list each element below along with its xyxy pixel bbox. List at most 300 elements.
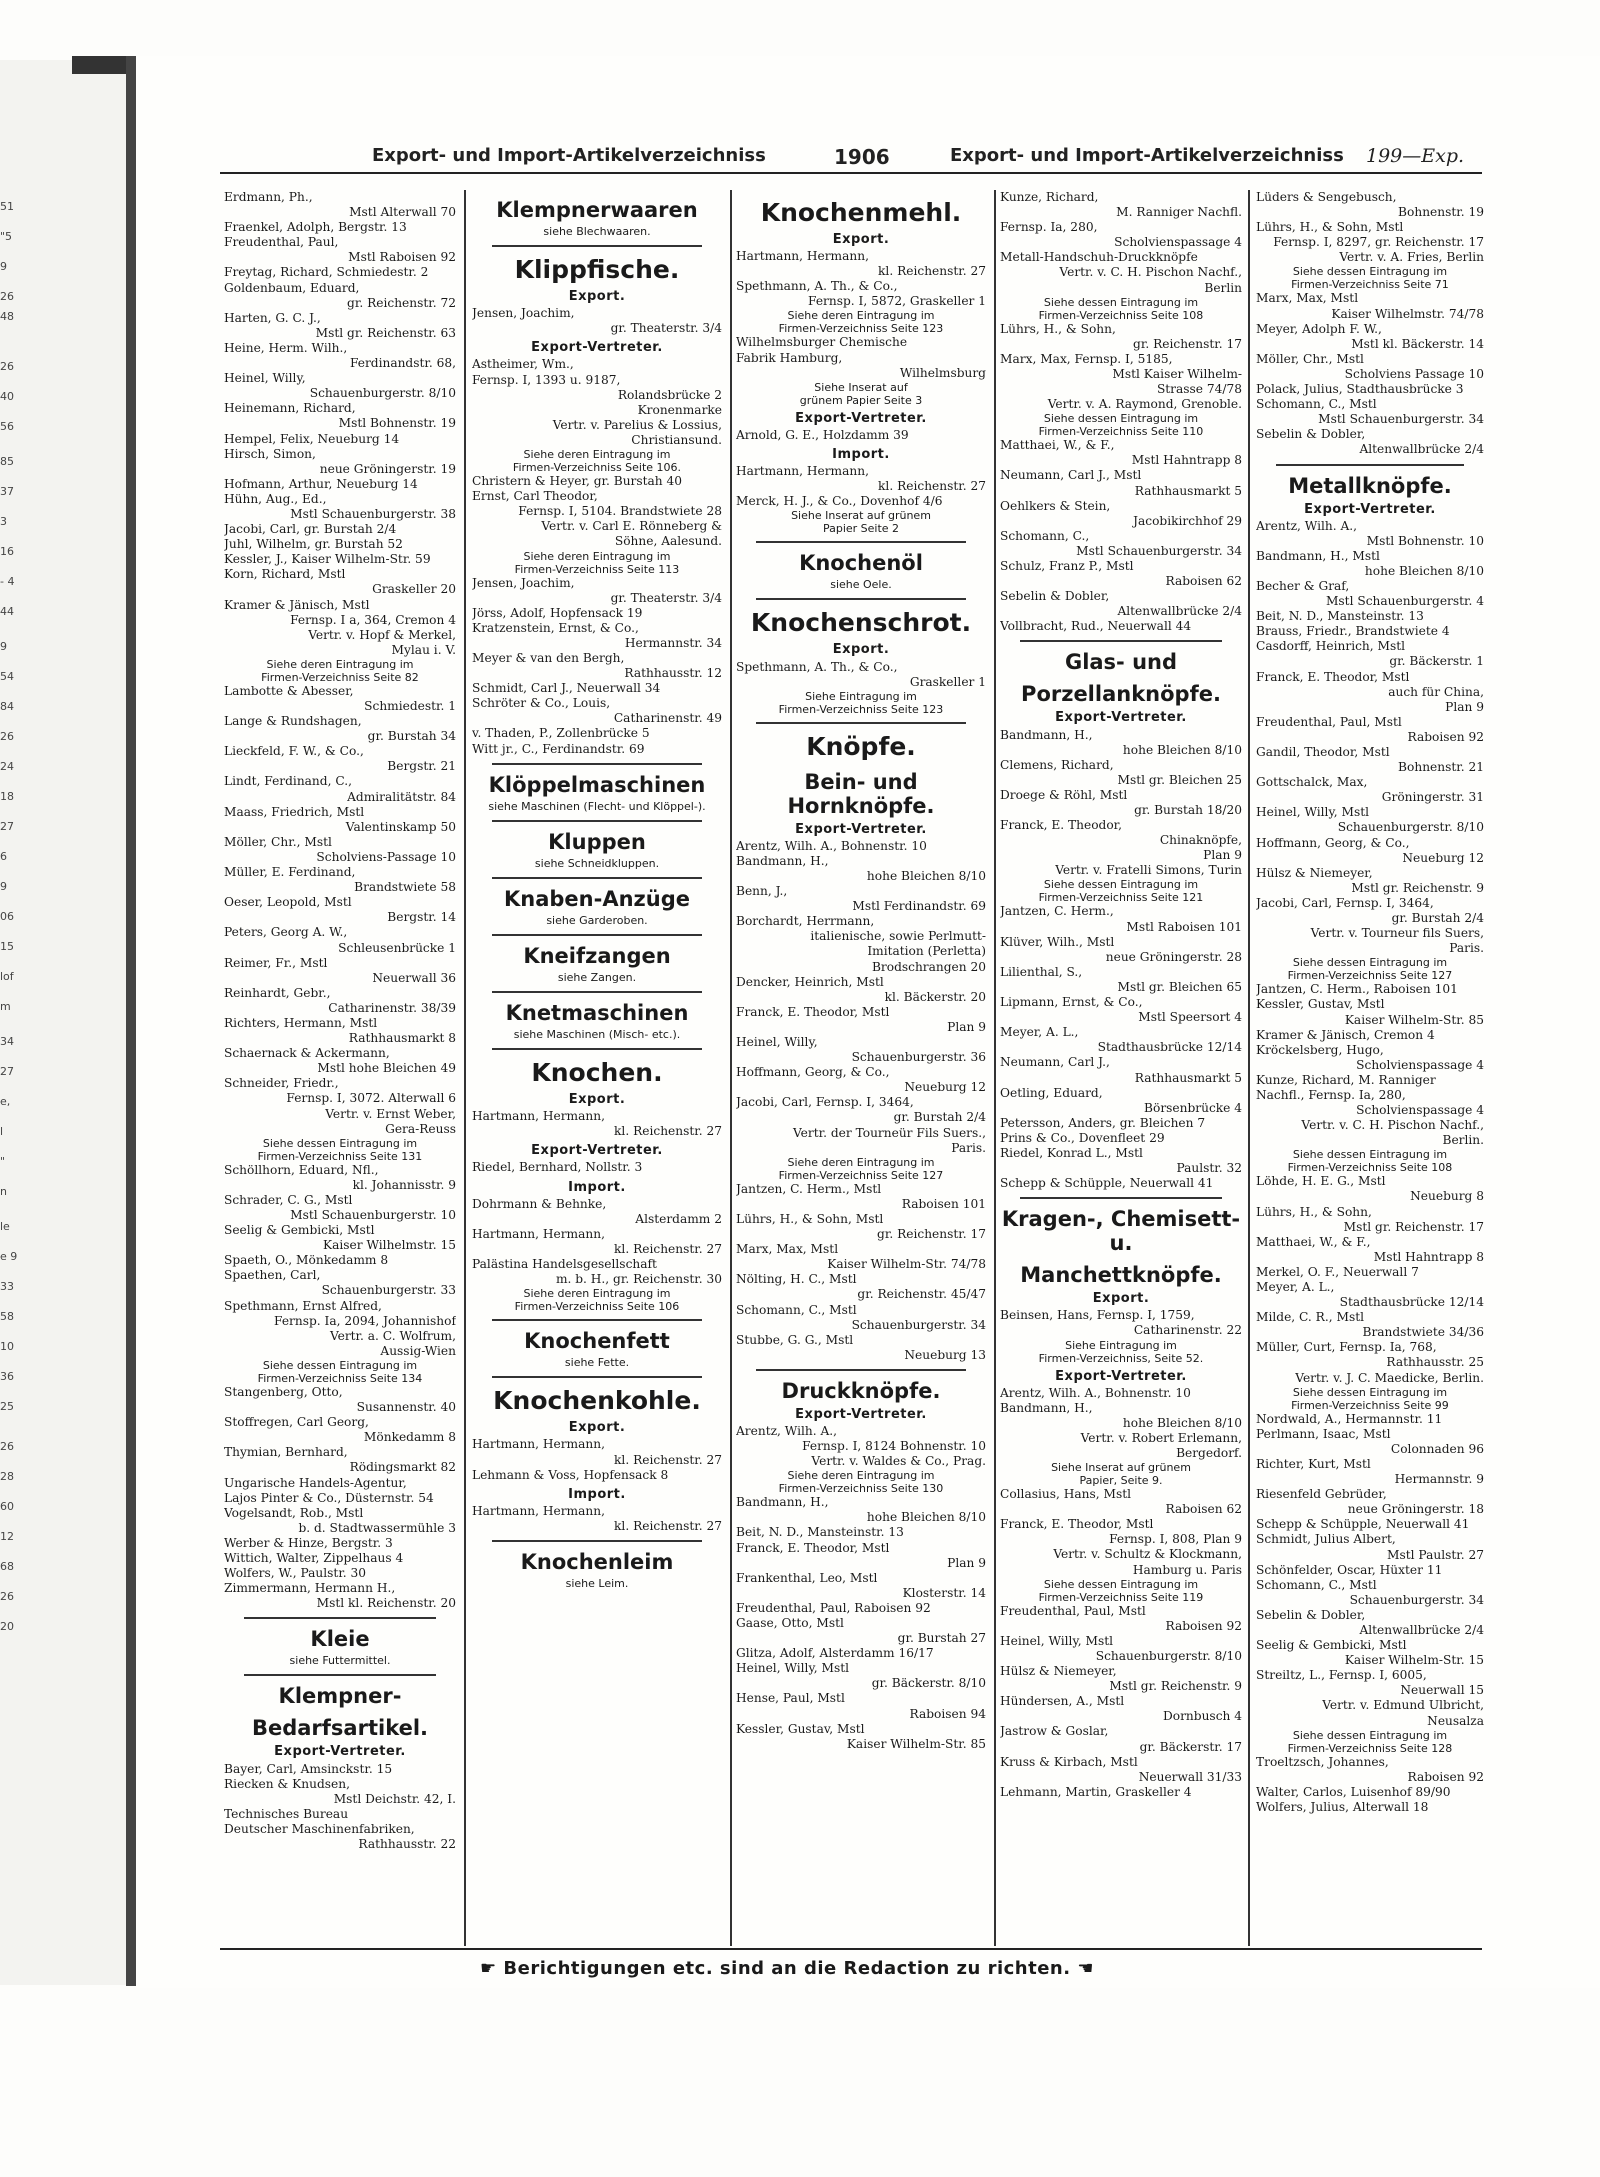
directory-entry: Kramer & Jänisch, Mstl — [224, 597, 370, 612]
running-head-year: 1906 — [834, 145, 890, 169]
directory-entry: italienische, sowie Perlmutt- — [810, 929, 986, 944]
reference-note: Firmen-Verzeichniss, Seite 52. — [1038, 1351, 1204, 1365]
directory-entry: Schomann, C., Mstl — [1256, 1577, 1377, 1592]
directory-entry: hohe Bleichen 8/10 — [1122, 742, 1242, 757]
reference-note: Siehe Eintragung im — [1065, 1338, 1177, 1352]
directory-entry: Benn, J., — [736, 884, 788, 899]
directory-entry: gr. Burstah 2/4 — [1391, 911, 1484, 926]
directory-entry: Vertr. v. Robert Erlemann, — [1080, 1430, 1242, 1445]
directory-entry: gr. Bäckerstr. 8/10 — [871, 1676, 986, 1691]
directory-entry: Lührs, H., & Sohn, — [1256, 1204, 1372, 1219]
directory-entry: Sebelin & Dobler, — [1000, 589, 1110, 604]
reference-note: Siehe Inserat auf — [814, 380, 908, 394]
section-separator — [1020, 1197, 1222, 1199]
directory-entry: Glitza, Adolf, Alsterdamm 16/17 — [736, 1646, 934, 1661]
reference-note: Firmen-Verzeichniss Seite 130 — [778, 1482, 944, 1496]
directory-entry: Lührs, H., & Sohn, Mstl — [736, 1211, 884, 1226]
directory-entry: Neueburg 8 — [1410, 1189, 1484, 1204]
directory-entry: Neumann, Carl J., — [1000, 1055, 1110, 1070]
directory-entry: Plan 9 — [1203, 848, 1242, 863]
directory-entry: Franck, E. Theodor, Mstl — [736, 1004, 890, 1019]
directory-entry: Lührs, H., & Sohn, — [1000, 321, 1116, 336]
see-also-note: siehe Futtermittel. — [289, 1654, 391, 1668]
previous-page-fragment: 37 — [0, 485, 14, 498]
directory-entry: Metall-Handschuh-Druckknöpfe — [1000, 250, 1198, 265]
directory-entry: hohe Bleichen 8/10 — [1364, 563, 1484, 578]
directory-entry: Dohrmann & Behnke, — [472, 1196, 607, 1211]
directory-entry: Meyer, Adolph F. W., — [1256, 321, 1382, 336]
directory-entry: Heinel, Willy, — [736, 1035, 818, 1049]
directory-entry: Lange & Rundshagen, — [224, 714, 362, 729]
previous-page-fragment: 26 — [0, 360, 14, 373]
column-rule — [1248, 190, 1250, 1946]
directory-entry: Bandmann, H., — [1000, 1400, 1093, 1415]
subsection-heading: Export. — [568, 289, 626, 305]
directory-entry: Troeltzsch, Johannes, — [1256, 1754, 1389, 1769]
footer-note — [480, 1958, 1094, 1979]
reference-note: Siehe dessen Eintragung im — [262, 1358, 418, 1372]
previous-page-fragment: 51 — [0, 200, 14, 213]
directory-entry: Mstl kl. Reichenstr. 20 — [316, 1596, 456, 1611]
directory-entry: kl. Johannisstr. 9 — [352, 1177, 456, 1192]
previous-page-fragment: 27 — [0, 1065, 14, 1078]
reference-note: Firmen-Verzeichniss Seite 128 — [1287, 1741, 1453, 1755]
directory-entry: Susannenstr. 40 — [356, 1400, 456, 1415]
directory-entry: Oeser, Leopold, Mstl — [224, 895, 352, 910]
directory-entry: Mstl gr. Reichenstr. 17 — [1343, 1219, 1484, 1234]
directory-entry: Gröningerstr. 31 — [1381, 790, 1484, 805]
directory-entry: Nölting, H. C., Mstl — [736, 1272, 857, 1287]
directory-entry: Scholvienspassage 4 — [1356, 1057, 1484, 1072]
subsection-heading: Export-Vertreter. — [274, 1744, 406, 1760]
section-heading: Bedarfsartikel. — [251, 1716, 429, 1741]
directory-entry: Spethmann, A. Th., & Co., — [736, 659, 898, 674]
directory-entry: Klüver, Wilh., Mstl — [1000, 934, 1115, 949]
previous-page-fragment: 27 — [0, 820, 14, 833]
directory-entry: Fernsp. I, 3072. Alterwall 6 — [286, 1091, 456, 1106]
reference-note: Siehe deren Eintragung im — [266, 657, 414, 671]
previous-page-fragment: " — [0, 1155, 6, 1168]
directory-entry: Hartmann, Hermann, — [736, 249, 869, 264]
directory-entry: Vertr. v. Edmund Ulbricht, — [1322, 1698, 1484, 1713]
reference-note: Siehe dessen Eintragung im — [1043, 1577, 1199, 1591]
directory-entry: gr. Theaterstr. 3/4 — [610, 590, 722, 605]
directory-entry: Neueburg 12 — [904, 1080, 986, 1095]
directory-entry: Wilhelmsburger Chemische — [736, 335, 908, 350]
header-rule — [220, 172, 1482, 174]
running-head-left: Export- und Import-Artikelverzeichniss — [372, 145, 766, 166]
previous-page-fragment: "5 — [0, 230, 13, 243]
directory-entry: Vertr. v. Hopf & Merkel, — [308, 627, 456, 642]
directory-entry: Lieckfeld, F. W., & Co., — [224, 744, 364, 759]
directory-entry: Bandmann, H., — [736, 853, 829, 868]
directory-entry: Hartmann, Hermann, — [472, 1109, 605, 1124]
see-also-note: siehe Schneidkluppen. — [534, 856, 660, 870]
directory-entry: Marx, Max, Mstl — [1256, 291, 1359, 306]
reference-note: Firmen-Verzeichniss Seite 108 — [1287, 1161, 1453, 1175]
directory-entry: Fernsp. I, 8124 Bohnenstr. 10 — [802, 1439, 986, 1454]
directory-entry: Lehmann, Martin, Graskeller 4 — [1000, 1784, 1192, 1799]
directory-entry: Neumann, Carl J., Mstl — [1000, 468, 1142, 483]
directory-entry: Christiansund. — [631, 432, 722, 447]
directory-entry: Fabrik Hamburg, — [736, 350, 843, 365]
section-heading: Glas- und — [1064, 650, 1178, 675]
directory-entry: Fernsp. I, 1393 u. 9187, — [472, 372, 621, 387]
directory-entry: Scholvienspassage 4 — [1356, 1103, 1484, 1118]
directory-entry: Marx, Max, Mstl — [736, 1242, 839, 1257]
section-heading: Knetmaschinen — [505, 1001, 689, 1025]
see-also-note: siehe Maschinen (Misch- etc.). — [513, 1028, 681, 1041]
previous-page-fragment: 56 — [0, 420, 14, 433]
directory-entry: Schauenburgerstr. 8/10 — [1337, 820, 1484, 835]
subsection-heading: Export. — [568, 1092, 626, 1108]
directory-entry: Brodschrangen 20 — [871, 959, 986, 974]
subsection-heading: Export-Vertreter. — [795, 410, 927, 426]
section-heading: Knochenöl — [799, 551, 923, 576]
column-5 — [1256, 190, 1484, 1948]
directory-entry: Heine, Herm. Wilh., — [224, 340, 348, 355]
section-heading: Klempner- — [278, 1684, 402, 1709]
directory-entry: Matthaei, W., & F., — [1000, 438, 1115, 453]
directory-entry: Sebelin & Dobler, — [1256, 427, 1366, 442]
directory-entry: Schepp & Schüpple, Neuerwall 41 — [1000, 1176, 1214, 1191]
reference-note: Firmen-Verzeichniss Seite 99 — [1291, 1398, 1449, 1412]
directory-entry: Bergedorf. — [1176, 1446, 1242, 1460]
directory-entry: Merck, H. J., & Co., Dovenhof 4/6 — [736, 494, 943, 509]
subsection-heading: Export-Vertreter. — [1055, 710, 1187, 726]
directory-entry: Vertr. der Tourneür Fils Suers., — [793, 1125, 986, 1140]
subsection-heading: Export-Vertreter. — [1304, 501, 1436, 517]
directory-entry: Kessler, J., Kaiser Wilhelm-Str. 59 — [224, 552, 431, 567]
directory-entry: Schauenburgerstr. 34 — [1349, 1592, 1484, 1607]
reference-note: Siehe deren Eintragung im — [787, 1155, 935, 1169]
directory-entry: hohe Bleichen 8/10 — [866, 868, 986, 883]
reference-note: Firmen-Verzeichniss Seite 127 — [1287, 969, 1453, 983]
directory-entry: hohe Bleichen 8/10 — [866, 1510, 986, 1525]
subsection-heading: Export. — [832, 232, 890, 247]
directory-entry: Dornbusch 4 — [1163, 1709, 1242, 1724]
directory-entry: Fernsp. I, 5104. Brandstwiete 28 — [518, 504, 722, 519]
directory-entry: Hoffmann, Georg, & Co., — [1256, 835, 1410, 850]
reference-note: Siehe dessen Eintragung im — [1043, 878, 1199, 892]
directory-entry: Kessler, Gustav, Mstl — [736, 1721, 865, 1736]
directory-entry: Mstl gr. Reichenstr. 9 — [1351, 880, 1484, 895]
directory-entry: Jensen, Joachim, — [472, 575, 575, 590]
directory-entry: Hartmann, Hermann, — [472, 1226, 605, 1241]
directory-entry: Altenwallbrücke 2/4 — [1359, 442, 1484, 457]
reference-note: Siehe dessen Eintragung im — [1292, 956, 1448, 970]
directory-entry: Heinel, Willy, Mstl — [1000, 1633, 1113, 1648]
directory-entry: Spethmann, Ernst Alfred, — [224, 1298, 382, 1313]
directory-entry: Kaiser Wilhelm-Str. 85 — [846, 1736, 986, 1751]
directory-entry: Technisches Bureau — [224, 1806, 349, 1821]
directory-entry: Vertr. v. Carl E. Rönneberg & — [541, 519, 722, 534]
previous-page-fragment: 84 — [0, 700, 14, 713]
directory-entry: Müller, Curt, Fernsp. Ia, 768, — [1256, 1340, 1437, 1355]
directory-entry: Scholviens Passage 10 — [1344, 366, 1484, 381]
directory-entry: Klosterstr. 14 — [902, 1585, 986, 1600]
directory-entry: Rathhausstr. 22 — [358, 1837, 456, 1851]
directory-entry: Hamburg u. Paris — [1132, 1562, 1242, 1577]
section-separator — [244, 1617, 436, 1619]
directory-entry: Spaeth, O., Mönkedamm 8 — [224, 1253, 389, 1268]
directory-entry: Rathhausmarkt 8 — [348, 1031, 456, 1046]
directory-entry: Neuerwall 31/33 — [1138, 1769, 1242, 1784]
previous-page-fragment: e 9 — [0, 1250, 18, 1263]
directory-entry: Neueburg 12 — [1402, 850, 1484, 865]
directory-entry: Franck, E. Theodor, Mstl — [1256, 669, 1410, 684]
section-separator — [1276, 464, 1464, 466]
previous-page-fragment: le — [0, 1220, 10, 1233]
section-separator — [492, 877, 702, 879]
directory-entry: Mstl gr. Reichenstr. 63 — [315, 325, 456, 340]
directory-entry: Brandstwiete 34/36 — [1362, 1325, 1484, 1340]
directory-entry: Müller, E. Ferdinand, — [224, 865, 356, 880]
column-3 — [736, 190, 986, 1948]
directory-entry: gr. Burstah 27 — [897, 1631, 986, 1646]
directory-entry: Schaernack & Ackermann, — [224, 1046, 390, 1061]
subsection-heading: Export-Vertreter. — [1055, 1368, 1187, 1384]
reference-note: Papier, Seite 9. — [1079, 1474, 1163, 1488]
directory-entry: v. Thaden, P., Zollenbrücke 5 — [472, 726, 650, 741]
section-separator — [756, 598, 966, 600]
directory-entry: Stadthausbrücke 12/14 — [1097, 1040, 1242, 1055]
directory-entry: Vertr. v. Waldes & Co., Prag. — [811, 1454, 986, 1469]
directory-entry: Rathhausmarkt 5 — [1134, 483, 1242, 498]
directory-entry: Peters, Georg A. W., — [224, 925, 348, 940]
directory-entry: Rathhausstr. 12 — [624, 666, 722, 681]
previous-page-fragment: 16 — [0, 545, 14, 558]
directory-entry: Mstl Schauenburgerstr. 38 — [290, 506, 456, 521]
directory-entry: Milde, C. R., Mstl — [1256, 1310, 1365, 1325]
previous-page-fragment: 33 — [0, 1280, 14, 1293]
previous-page-fragment: 54 — [0, 670, 14, 683]
reference-note: Siehe deren Eintragung im — [523, 448, 671, 462]
directory-entry: M. Ranniger Nachfl. — [1116, 205, 1242, 220]
directory-entry: Beit, N. D., Mansteinstr. 13 — [736, 1525, 904, 1540]
directory-entry: Polack, Julius, Stadthausbrücke 3 — [1256, 382, 1464, 397]
directory-entry: Nachfl., Fernsp. Ia, 280, — [1256, 1087, 1406, 1102]
directory-entry: Kruss & Kirbach, Mstl — [1000, 1754, 1138, 1769]
section-heading: Manchettknöpfe. — [1020, 1263, 1222, 1288]
previous-page-fragment: n — [0, 1185, 7, 1198]
see-also-note: siehe Maschinen (Flecht- und Klöppel-). — [488, 799, 706, 813]
subsection-heading: Export-Vertreter. — [795, 821, 927, 837]
directory-entry: Löhde, H. E. G., Mstl — [1256, 1174, 1386, 1189]
directory-entry: Catharinenstr. 38/39 — [328, 1000, 456, 1015]
directory-entry: Raboisen 92 — [1407, 1769, 1484, 1784]
directory-entry: Schauenburgerstr. 8/10 — [1095, 1648, 1242, 1663]
directory-entry: Hülsz & Niemeyer, — [1000, 1664, 1117, 1679]
directory-entry: Lilienthal, S., — [1000, 964, 1083, 979]
directory-entry: Vertr. v. Tourneur fils Suers, — [1310, 926, 1484, 941]
directory-entry: Mstl Alterwall 70 — [349, 205, 456, 220]
directory-entry: gr. Reichenstr. 17 — [877, 1227, 986, 1242]
directory-entry: Deutscher Maschinenfabriken, — [224, 1821, 415, 1836]
reference-note: Firmen-Verzeichniss Seite 82 — [261, 670, 419, 684]
directory-entry: Hempel, Felix, Neueburg 14 — [224, 431, 400, 446]
directory-entry: Bandmann, H., — [736, 1495, 829, 1510]
section-heading: Klippfische. — [514, 255, 680, 285]
previous-page-fragment: m — [0, 1000, 11, 1013]
column-rule — [994, 190, 996, 1946]
directory-entry: Vertr. v. C. H. Pischon Nachf., — [1059, 265, 1242, 280]
directory-entry: Meyer & van den Bergh, — [472, 650, 625, 665]
directory-entry: neue Gröningerstr. 19 — [319, 461, 456, 476]
section-separator — [492, 1376, 702, 1378]
directory-entry: Bandmann, H., — [1000, 727, 1093, 742]
directory-entry: Lajos Pinter & Co., Düsternstr. 54 — [224, 1490, 434, 1505]
directory-entry: Bohnenstr. 21 — [1398, 760, 1484, 775]
previous-page-fragment: e, — [0, 1095, 11, 1108]
directory-entry: Reinhardt, Gebr., — [224, 985, 331, 1000]
section-separator — [756, 1369, 966, 1371]
directory-entry: hohe Bleichen 8/10 — [1122, 1415, 1242, 1430]
reference-note: Firmen-Verzeichniss Seite 119 — [1038, 1590, 1204, 1604]
footer-text: Berichtigungen etc. sind an die Redaction zu richten. — [503, 1958, 1071, 1979]
section-heading: Kneifzangen — [523, 943, 671, 968]
directory-entry: Graskeller 1 — [909, 674, 986, 689]
section-heading: Knochenfett — [524, 1329, 670, 1354]
reference-note: Siehe dessen Eintragung im — [1292, 1385, 1448, 1399]
directory-entry: Altenwallbrücke 2/4 — [1359, 1622, 1484, 1637]
subsection-heading: Export-Vertreter. — [531, 340, 663, 356]
directory-entry: Maass, Friedrich, Mstl — [224, 804, 365, 819]
directory-entry: Riecken & Knudsen, — [224, 1776, 350, 1791]
directory-entry: gr. Reichenstr. 17 — [1133, 336, 1242, 351]
directory-entry: Vertr. v. Parelius & Lossius, — [552, 417, 722, 432]
directory-entry: Franck, E. Theodor, Mstl — [1000, 1517, 1154, 1532]
directory-entry: Catharinenstr. 22 — [1133, 1323, 1242, 1338]
directory-entry: Beit, N. D., Mansteinstr. 13 — [1256, 609, 1424, 624]
section-separator — [492, 1319, 702, 1321]
subsection-heading: Export-Vertreter. — [795, 1406, 927, 1422]
directory-entry: Christern & Heyer, gr. Burstah 40 — [472, 474, 683, 489]
directory-entry: Schauenburgerstr. 8/10 — [309, 386, 456, 401]
directory-entry: Freudenthal, Paul, Mstl — [1256, 714, 1402, 729]
column-rule — [464, 190, 466, 1946]
directory-entry: Ungarische Handels-Agentur, — [224, 1475, 407, 1490]
directory-entry: Astheimer, Wm., — [472, 357, 574, 372]
directory-entry: kl. Reichenstr. 27 — [878, 264, 986, 279]
directory-entry: Neusalza — [1427, 1713, 1484, 1728]
column-2 — [472, 190, 722, 1948]
directory-entry: Perlmann, Isaac, Mstl — [1256, 1426, 1391, 1441]
directory-entry: Freudenthal, Paul, Raboisen 92 — [736, 1600, 931, 1615]
directory-entry: gr. Reichenstr. 45/47 — [857, 1287, 986, 1302]
directory-entry: Kramer & Jänisch, Cremon 4 — [1256, 1027, 1435, 1042]
directory-entry: Kaiser Wilhelm-Str. 85 — [1344, 1012, 1484, 1027]
directory-entry: kl. Reichenstr. 27 — [614, 1241, 722, 1256]
reference-note: Siehe deren Eintragung im — [523, 1287, 671, 1301]
directory-entry: Jacobi, Carl, Fernsp. I, 3464, — [736, 1095, 914, 1110]
directory-entry: Mstl Schauenburgerstr. 34 — [1076, 543, 1242, 558]
directory-entry: kl. Reichenstr. 27 — [614, 1124, 722, 1139]
directory-entry: Scholviens-Passage 10 — [316, 849, 456, 864]
directory-entry: Möller, Chr., Mstl — [224, 834, 332, 849]
directory-entry: Fernsp. I a, 364, Cremon 4 — [290, 612, 456, 627]
directory-entry: auch für China, — [1388, 684, 1484, 699]
directory-entry: Raboisen 62 — [1165, 1502, 1242, 1517]
directory-entry: Raboisen 101 — [901, 1196, 986, 1211]
section-heading: Kluppen — [548, 829, 646, 854]
section-heading: Knochenschrot. — [750, 608, 972, 638]
section-heading: Klöppelmaschinen — [488, 772, 706, 797]
directory-entry: Schauenburgerstr. 36 — [851, 1050, 986, 1065]
binding-tab — [72, 56, 128, 74]
directory-entry: Becher & Graf, — [1256, 578, 1350, 593]
previous-page-fragment: lof — [0, 970, 14, 983]
directory-entry: Reimer, Fr., Mstl — [224, 955, 328, 970]
directory-entry: gr. Bäckerstr. 1 — [1389, 654, 1484, 669]
section-separator — [492, 763, 702, 765]
directory-entry: Wilhelmsburg — [899, 365, 986, 380]
directory-entry: Borchardt, Herrmann, — [736, 914, 875, 929]
see-also-note: siehe Blechwaaren. — [543, 225, 651, 238]
reference-note: Firmen-Verzeichniss Seite 123 — [778, 702, 944, 716]
directory-entry: Wittich, Walter, Zippelhaus 4 — [224, 1550, 404, 1565]
previous-page-fragment: 68 — [0, 1560, 14, 1573]
section-separator — [492, 934, 702, 936]
directory-entry: Ferdinandstr. 68, — [349, 356, 456, 371]
directory-entry: Vertr. v. J. C. Maedicke, Berlin. — [1295, 1370, 1484, 1385]
directory-entry: Nordwald, A., Hermannstr. 11 — [1256, 1411, 1443, 1426]
directory-entry: Kaiser Wilhelmstr. 15 — [323, 1238, 456, 1253]
directory-entry: Riedel, Bernhard, Nollstr. 3 — [472, 1160, 643, 1175]
footer-rule — [220, 1948, 1482, 1950]
directory-entry: Kratzenstein, Ernst, & Co., — [472, 620, 639, 635]
directory-entry: Schmidt, Julius Albert, — [1256, 1532, 1396, 1547]
directory-entry: Scholvienspassage 4 — [1114, 235, 1242, 250]
reference-note: Firmen-Verzeichniss Seite 127 — [778, 1168, 944, 1182]
directory-entry: Kunze, Richard, M. Ranniger — [1256, 1072, 1436, 1087]
reference-note: Siehe Eintragung im — [805, 689, 917, 703]
directory-entry: Neuerwall 15 — [1400, 1683, 1484, 1698]
directory-entry: Jensen, Joachim, — [472, 306, 575, 321]
reference-note: Papier Seite 2 — [822, 522, 900, 536]
directory-entry: gr. Burstah 34 — [367, 729, 456, 744]
directory-entry: Lindt, Ferdinand, C., — [224, 774, 352, 789]
previous-page-fragment: 58 — [0, 1310, 14, 1323]
section-heading: Knöpfe. — [806, 731, 916, 761]
directory-entry: Zimmermann, Hermann H., — [224, 1581, 396, 1596]
directory-entry: Seelig & Gembicki, Mstl — [224, 1223, 375, 1238]
reference-note: Firmen-Verzeichniss Seite 123 — [778, 322, 944, 336]
directory-entry: Hense, Paul, Mstl — [736, 1691, 845, 1706]
section-heading: Kragen-, Chemisett- u. — [1001, 1207, 1241, 1256]
page-gutter — [126, 56, 136, 1986]
directory-entry: Oehlkers & Stein, — [1000, 498, 1111, 513]
reference-note: Siehe Inserat auf grünem — [1051, 1461, 1191, 1475]
directory-entry: Oetling, Eduard, — [1000, 1085, 1103, 1100]
directory-entry: Casdorff, Heinrich, Mstl — [1256, 639, 1406, 654]
directory-entry: Vertr. a. C. Wolfrum, — [329, 1328, 456, 1343]
directory-entry: Hartmann, Hermann, — [736, 464, 869, 479]
subsection-heading: Export-Vertreter. — [531, 1143, 663, 1159]
directory-entry: Arentz, Wilh. A., — [736, 1423, 838, 1438]
directory-entry: Vertr. v. Fratelli Simons, Turin — [1055, 863, 1242, 878]
directory-entry: gr. Reichenstr. 72 — [347, 295, 456, 310]
reference-note: Siehe dessen Eintragung im — [1043, 412, 1199, 426]
directory-entry: Mstl Ferdinandstr. 69 — [852, 899, 986, 914]
directory-entry: Thymian, Bernhard, — [224, 1445, 348, 1460]
directory-entry: gr. Burstah 2/4 — [893, 1110, 986, 1125]
directory-entry: Mstl gr. Reichenstr. 9 — [1109, 1679, 1242, 1694]
section-heading: Porzellanknöpfe. — [1021, 682, 1221, 707]
directory-entry: Erdmann, Ph., — [224, 190, 313, 204]
reference-note: Siehe dessen Eintragung im — [262, 1136, 418, 1150]
previous-page-fragment: l — [0, 1125, 4, 1138]
